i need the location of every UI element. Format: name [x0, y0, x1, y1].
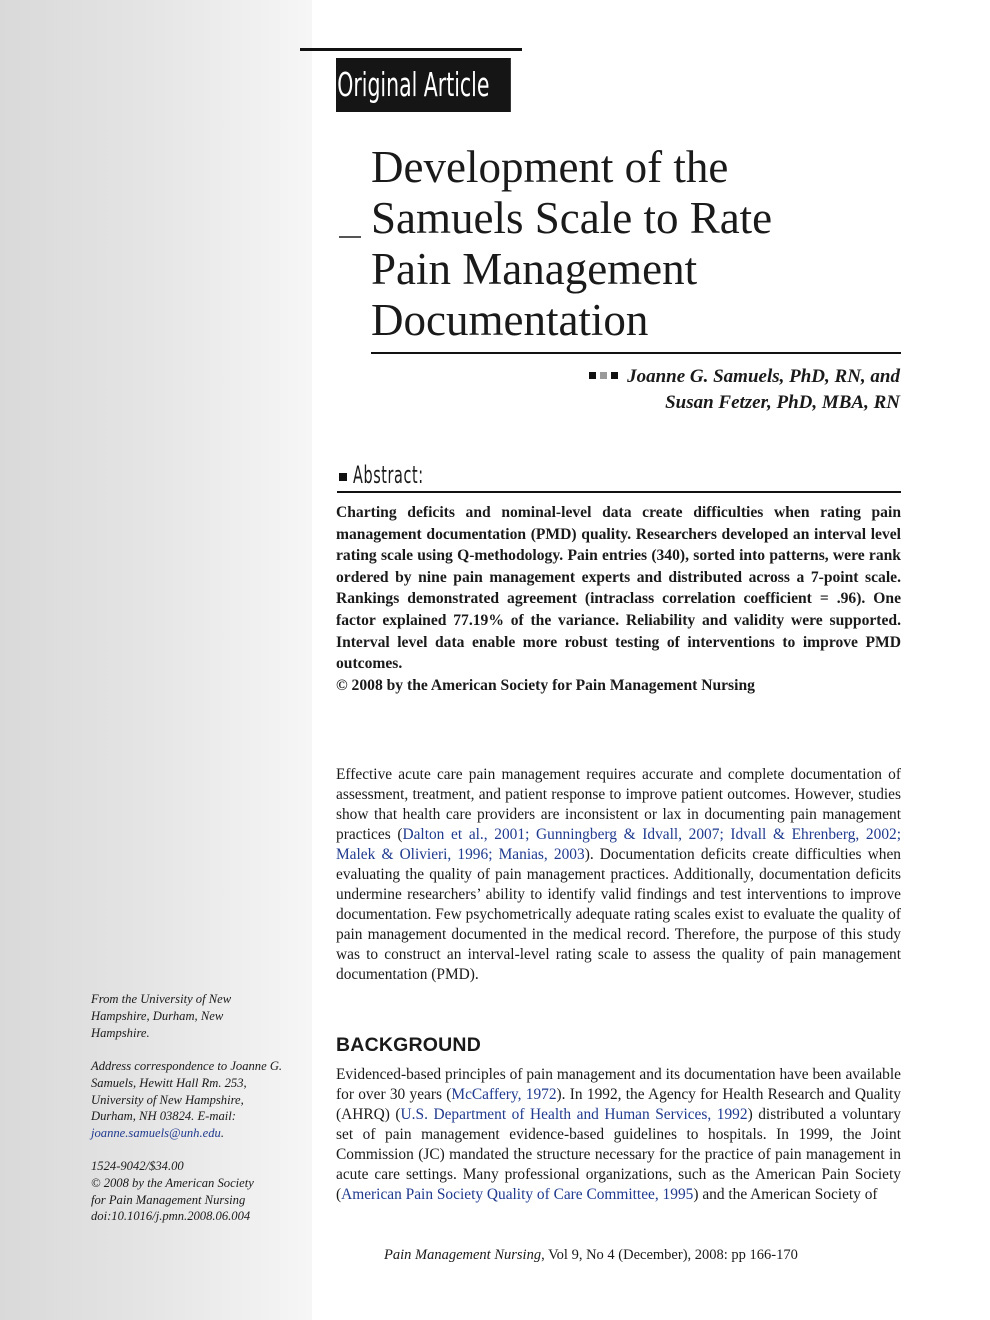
text-run: Effective acute care pain management requires accurate and complete documentation of assessment, treatment, and patient response to improve patient outcomes. However, studies show that health care providers are inconsistent or lax in documenting pain management practices ( — [336, 766, 901, 843]
intro-paragraph — [336, 765, 901, 985]
sidebar-line: Samuels, Hewitt Hall Rm. 253, — [91, 1075, 247, 1090]
author-line-2: Susan Fetzer, PhD, MBA, RN — [665, 392, 900, 413]
issn-price: 1524-9042/$34.00 — [91, 1159, 184, 1173]
sidebar-publication-info — [91, 1158, 301, 1225]
section-heading-background: BACKGROUND — [336, 1034, 481, 1056]
journal-citation: , Vol 9, No 4 (December), 2008: pp 166-170 — [541, 1247, 798, 1263]
sidebar-correspondence — [91, 1058, 301, 1142]
title-rule — [371, 352, 901, 354]
bullet-square-icon — [600, 372, 607, 379]
sidebar-line: Hampshire. — [91, 1025, 150, 1040]
author-line-1 — [589, 364, 900, 390]
bullet-square-icon — [589, 372, 596, 379]
title-line: Samuels Scale to Rate — [371, 193, 773, 243]
author-block — [589, 364, 900, 416]
sidebar-line: © 2008 by the American Society — [91, 1175, 254, 1190]
title-line: Development of the — [371, 142, 729, 192]
background-paragraph — [336, 1065, 901, 1205]
article-title — [371, 142, 891, 346]
author-names: Joanne G. Samuels, PhD, RN, and — [627, 366, 900, 387]
sidebar-affiliation — [91, 991, 301, 1041]
title-line: Documentation — [371, 295, 649, 345]
text-run: ) and the American Society of — [693, 1186, 878, 1203]
title-line: Pain Management — [371, 244, 698, 294]
article-type-label: Original Article — [336, 58, 511, 112]
citation-link[interactable]: American Pain Society Quality of Care Committee, 1995 — [341, 1186, 694, 1203]
abstract-text — [336, 502, 901, 696]
text-run: Evidenced-based principles of pain management and its documentation have been available for over 30 years ( — [336, 1066, 901, 1103]
abstract-heading — [339, 460, 471, 490]
sidebar-line: for Pain Management Nursing — [91, 1192, 246, 1207]
journal-footer — [384, 1245, 798, 1265]
bullet-square-icon — [611, 372, 618, 379]
abstract-paragraph: Charting deficits and nominal-level data create difficulties when rating pain management documentation (PMD) quality. Researchers developed an interval level rating scale using Q-methodology. Pain entries (340), sorted into patterns, were rank ordered by nine pain management experts and distributed across a 7-point scale. Rankings demonstrated agreement (intraclass correlation coefficient = .96). One factor explained 77.19% of the variance. Reliability and validity were supported. Interval level data enable more robust testing of interventions to improve PMD outcomes. — [336, 504, 901, 673]
abstract-copyright: © 2008 by the American Society for Pain Management Nursing — [336, 676, 755, 694]
sidebar-line: Address correspondence to Joanne G. — [91, 1059, 283, 1073]
text-run: ) distributed a voluntary set of pain management evidence-based guidelines to hospitals. In 1999, the Joint Commission (JC) mandated the structure necessary for the practice of pain management in acute care settings. Many professional organizations, such as the American Pain Society ( — [336, 1106, 901, 1203]
doi: doi:10.1016/j.pmn.2008.06.004 — [91, 1209, 251, 1224]
sidebar-line — [91, 1125, 301, 1142]
citation-link[interactable]: McCaffery, 1972 — [451, 1086, 557, 1103]
text-run: ). Documentation deficits create difficulties when evaluating the quality of pain management practices. Additionally, documentation deficits undermine researchers’ ability to identify valid findings and test interventions to improve documentation. Few psychometrically adequate rating scales exist to evaluate the quality of pain management documented in the medical record. Therefore, the purpose of this study was to construct an interval-level rating scale to assess the quality of pain management documentation (PMD). — [336, 846, 901, 983]
citation-link[interactable]: Dalton et al., 2001; Gunningberg & Idvall, 2007; Idvall & Ehrenberg, 2002; Malek & Olivieri, 1996; Manias, 2003 — [336, 826, 901, 863]
email-suffix: . — [220, 1126, 224, 1141]
abstract-heading-text: Abstract: — [353, 461, 424, 489]
text-run: ). In 1992, the Agency for Health Research and Quality (AHRQ) ( — [336, 1086, 902, 1123]
title-dash — [339, 236, 361, 238]
bullet-square-icon — [339, 473, 347, 481]
sidebar-line: Durham, NH 03824. E-mail: — [91, 1109, 236, 1124]
citation-link[interactable]: U.S. Department of Health and Human Services, 1992 — [400, 1106, 748, 1123]
sidebar-line: Hampshire, Durham, New — [91, 1008, 224, 1023]
sidebar-line: University of New Hampshire, — [91, 1092, 244, 1107]
abstract-rule — [337, 491, 901, 493]
header-rule — [300, 48, 522, 51]
sidebar-line: From the University of New — [91, 992, 232, 1006]
email-link[interactable]: joanne.samuels@unh.edu — [91, 1126, 221, 1141]
journal-name: Pain Management Nursing — [384, 1247, 542, 1263]
